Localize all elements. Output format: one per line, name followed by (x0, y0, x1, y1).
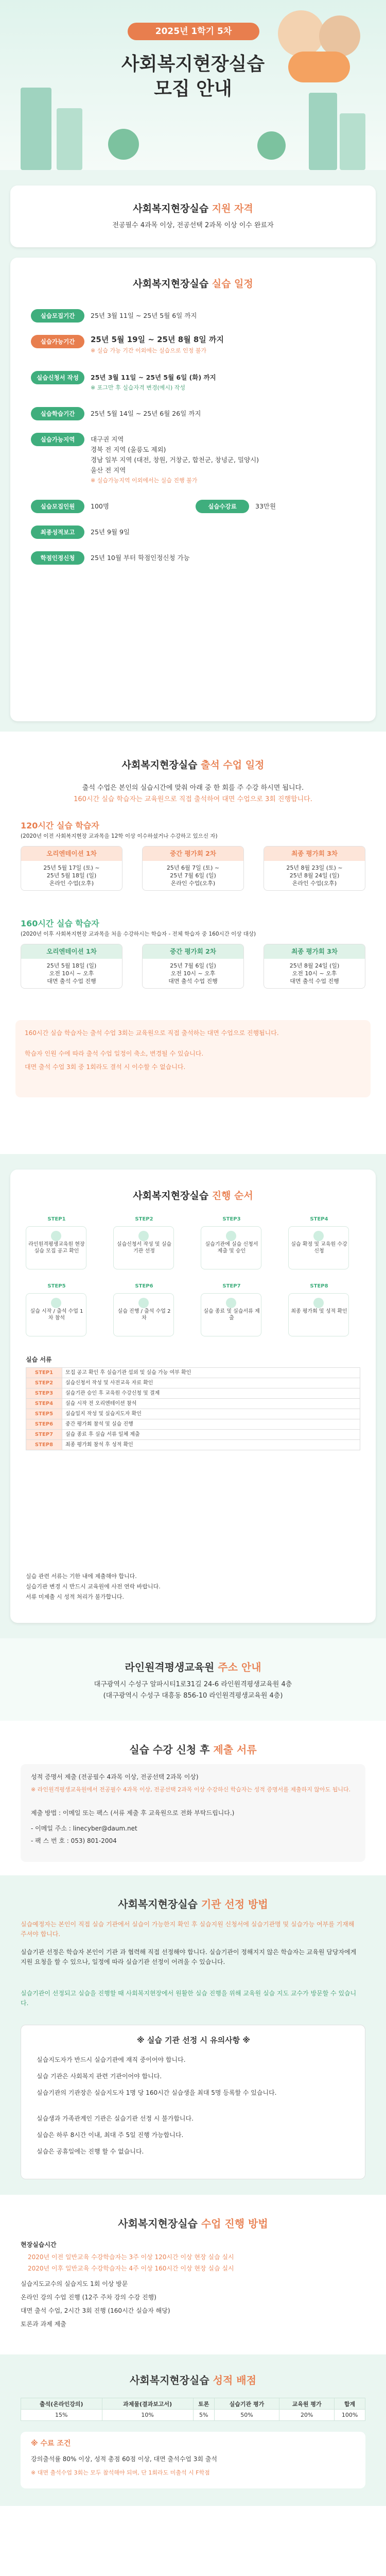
schedule-label: 실습가능지역 (31, 433, 84, 446)
notice-item: 대면 출석 수업 3회 중 1회라도 결석 시 이수할 수 없습니다. (25, 1063, 186, 1071)
hero-banner (0, 0, 386, 170)
progress-item: 2020년 이전 일반교육 수강학습자는 3주 이상 120시간 이상 현장 실습 실시 (28, 2253, 234, 2261)
section-title: 사회복지현장실습 실습 일정 (133, 278, 253, 290)
selection-para: 실습기관 선정은 학습자 본인이 기관 과 협력해 직접 선정해야 합니다. 실습기관이 정해지지 않은 학습자는 교육원 담당자에게 지원 요청을 할 수 있으나, 일정에 따라 실습기관 선정이 어려울 수 있습니다. (21, 1948, 357, 1965)
schedule-label: 학점인정신청 (31, 551, 84, 565)
building-illustration (340, 113, 365, 170)
process-step: STEP4 실습 확정 및 교육원 수강신청 (288, 1226, 349, 1269)
region-item: 울산 전 지역 (91, 466, 126, 474)
box-body: 25년 5월 17일 (토) ~ 25년 5월 18일 (일) 온라인 수업(오후) (43, 865, 100, 887)
notice-box (15, 1020, 371, 1097)
schedule-box (21, 846, 122, 891)
schedule-label: 실습모집인원 (31, 500, 84, 513)
section-title: 라인원격평생교육원 주소 안내 (125, 1661, 261, 1673)
table-row: STEP6 중간 평가회 참석 및 실습 진행 (26, 1419, 360, 1430)
caution-item: 실습 기관은 사회복지 관련 기관이어야 합니다. (37, 2073, 162, 2080)
schedule-note: ※ 포그만 후 실습자격 변경(예시) 작성 (91, 384, 186, 391)
caution-item: 실습지도자가 반드시 실습기관에 재직 중이어야 합니다. (37, 2056, 186, 2063)
progress-item: 현장실습시간 (21, 2241, 57, 2248)
grade-table (21, 2398, 365, 2421)
box-head: 중간 평가회 2차 (143, 944, 243, 959)
progress-section (0, 2195, 386, 2354)
process-note: 서류 미제출 시 성적 처리가 불가합니다. (26, 1594, 124, 1600)
completion-box (21, 2432, 365, 2488)
qualification-card (10, 185, 376, 247)
group-heading: 120시간 실습 학습자 (21, 821, 99, 831)
building-illustration (57, 108, 82, 170)
schedule-box (142, 944, 244, 989)
hero-title: 사회복지현장실습 (121, 54, 265, 75)
progress-item: 토론과 과제 제출 (21, 2320, 66, 2328)
table-row: STEP2 실습신청서 작성 및 사전교육 자료 확인 (26, 1378, 360, 1388)
caution-title: ※ 실습 기관 선정 시 유의사항 ※ (137, 2036, 250, 2045)
docs-section (0, 1721, 386, 1875)
region-item: 경북 전 지역 (울릉도 제외) (91, 446, 166, 453)
schedule-value: 25년 5월 19일 ~ 25년 8월 8일 까지 (91, 335, 224, 344)
address-section (0, 1638, 386, 1721)
schedule-note: ※ 실습가능지역 이외에서는 실습 진행 불가 (91, 477, 198, 484)
box-head: 오리엔테이션 1차 (21, 944, 122, 959)
box-head: 오리엔테이션 1차 (21, 846, 122, 861)
schedule-value: 25년 3월 11일 ~ 25년 5월 6일 (화) 까지 (91, 374, 216, 381)
completion-title: ※ 수료 조건 (31, 2439, 71, 2448)
box-body: 25년 5월 18일 (일) 오전 10시 ~ 오후 대면 출석 수업 진행 (46, 962, 97, 985)
schedule-value: 25년 9월 9일 (91, 528, 130, 536)
docs-box (21, 1764, 365, 1862)
schedule-box (21, 944, 122, 989)
schedule-label: 실습수강료 (196, 500, 249, 513)
schedule-box (142, 846, 244, 891)
caution-box (21, 2025, 365, 2179)
section-title: 사회복지현장실습 성적 배점 (130, 2374, 256, 2386)
tree-illustration (108, 129, 139, 160)
address-line: (대구광역시 수성구 대흥동 856-10 라인원격평생교육원 4층) (103, 1692, 283, 1700)
progress-item: 온라인 강의 수업 진행 (12주 주차 강의 수강 진행) (21, 2294, 156, 2301)
notice-item: 학습자 인원 수에 따라 출석 수업 일정이 축소, 변경될 수 있습니다. (25, 1050, 204, 1057)
docs-item: ※ 라인원격평생교육원에서 전공필수 4과목 이상, 전공선택 2과목 이상 수강하신 학습자는 성적 증명서를 제출하지 않아도 됩니다. (31, 1786, 351, 1793)
box-body: 25년 6월 7일 (토) ~ 25년 7월 6일 (일) 온라인 수업(오후) (166, 865, 220, 887)
process-step: STEP3 실습기관에 실습 신청서 제출 및 승인 (201, 1226, 261, 1269)
qualification-schedule-section (0, 170, 386, 732)
region-item: 경남 일부 지역 (대전, 창원, 거창군, 합천군, 창녕군, 밀양시) (91, 456, 259, 464)
section-title: 사회복지현장실습 출석 수업 일정 (121, 759, 265, 771)
schedule-card (10, 258, 376, 721)
caution-item: 실습은 공휴일에는 진행 할 수 없습니다. (37, 2148, 144, 2155)
completion-item: 강의출석률 80% 이상, 성적 총점 60점 이상, 대면 출석수업 3회 출석 (31, 2455, 217, 2463)
box-body: 25년 8월 24일 (일) 오전 10시 ~ 오후 대면 출석 수업 진행 (289, 962, 340, 985)
progress-item: 대면 출석 수업, 2시간 3회 진행 (160시간 실습자 해당) (21, 2307, 170, 2314)
hero-subtitle: 모집 안내 (154, 78, 232, 99)
schedule-value: 25년 5월 14일 ~ 25년 6월 26일 까지 (91, 410, 201, 417)
group-caption: (2020년 이후 사회복지현장 교과목을 처음 수강하시는 학습자 - 전체 학습자 중 160시간 이상 대상) (21, 931, 256, 937)
section-title: 사회복지현장실습 수업 진행 방법 (118, 2217, 268, 2230)
process-card (10, 1170, 376, 1623)
schedule-value: 100명 (91, 502, 109, 510)
notice-item: 160시간 실습 학습자는 출석 수업 3회는 교육원으로 직접 출석하는 대면 수업으로 진행됩니다. (25, 1029, 279, 1037)
tree-illustration (257, 131, 286, 160)
address-line: 대구광역시 수성구 알파시티1로31길 24-6 라인원격평생교육원 4층 (94, 1681, 292, 1688)
attendance-desc: 160시간 실습 학습자는 교육원으로 직접 출석하여 대면 수업으로 3회 진행합니다. (74, 795, 312, 803)
box-head: 중간 평가회 2차 (143, 846, 243, 861)
table-row: STEP3 실습기관 승인 후 교육원 수강신청 및 결제 (26, 1388, 360, 1399)
grade-section (0, 2354, 386, 2506)
table-row: STEP7 실습 종료 후 실습 서류 일체 제출 (26, 1430, 360, 1440)
process-note: 실습기관 변경 시 반드시 교육원에 사전 연락 바랍니다. (26, 1583, 161, 1590)
schedule-label: 실습가능기간 (31, 335, 84, 348)
caution-item: 실습기관의 기관장은 실습지도자 1명 당 160시간 실습생을 최대 5명 등록할 수 있습니다. (37, 2089, 277, 2096)
group-heading: 160시간 실습 학습자 (21, 919, 99, 928)
process-note: 실습 관련 서류는 기한 내에 제출해야 합니다. (26, 1573, 137, 1580)
table-row: 15% 10% 5% 50% 20% 100% (21, 2410, 365, 2421)
section-title: 사회복지현장실습 지원 자격 (133, 203, 253, 214)
semester-pill: 2025년 1학기 5차 (128, 23, 259, 40)
process-step: STEP5 실습 시작 / 출석 수업 1차 참석 (26, 1293, 86, 1336)
selection-section (0, 1875, 386, 2195)
docs-item: 성적 증명서 제출 (전공필수 4과목 이상, 전공선택 2과목 이상) (31, 1773, 199, 1781)
building-illustration (309, 93, 337, 170)
schedule-note: ※ 실습 가능 기간 이외에는 실습으로 인정 불가 (91, 347, 206, 354)
schedule-value: 25년 10월 부터 학점인정신청 가능 (91, 554, 190, 562)
schedule-value: 25년 3월 11일 ~ 25년 5월 6일 까지 (91, 312, 197, 319)
schedule-value: 대구권 지역 (91, 435, 124, 443)
process-step: STEP2 실습신청서 작성 및 실습기관 선정 (113, 1226, 174, 1269)
caution-item: 실습생과 가족관계인 기관은 실습기관 선정 시 불가합니다. (37, 2115, 194, 2122)
box-body: 25년 7월 6일 (일) 오전 10시 ~ 오후 대면 출석 수업 진행 (168, 962, 218, 985)
docs-item: 제출 방법 : 이메일 또는 팩스 (서류 제출 후 교육원으로 전화 부탁드립니다.) (31, 1809, 235, 1817)
caution-item: 실습은 하루 8시간 이내, 최대 주 5일 진행 가능합니다. (37, 2131, 184, 2139)
schedule-value: 33만원 (255, 502, 276, 510)
table-row: 출석(온라인강의) 과제물(결과보고서) 토론 실습기관 평가 교육원 평가 합계 (21, 2398, 365, 2410)
schedule-label: 실습모집기간 (31, 309, 84, 323)
box-head: 최종 평가회 3차 (264, 846, 365, 861)
schedule-label: 최종성적보고 (31, 526, 84, 539)
process-step: STEP1 라인원격평생교육원 현장실습 모집 공고 확인 (26, 1226, 86, 1269)
completion-item: ※ 대면 출석수업 3회는 모두 참석해야 되며, 단 1회라도 미출석 시 F학점 (31, 2469, 210, 2476)
process-step: STEP7 실습 종료 및 실습서류 제출 (201, 1293, 261, 1336)
qualification-desc: 전공필수 4과목 이상, 전공선택 2과목 이상 이수 완료자 (112, 222, 274, 229)
section-title: 사회복지현장실습 진행 순서 (133, 1190, 253, 1201)
group-caption: (2020년 이전 사회복지현장 교과목을 12학 이상 이수하셨거나 수강하고 있으신 자) (21, 833, 218, 839)
selection-para: 실습기관이 선정되고 실습을 진행할 때 사회복지현장에서 원활한 실습 진행을 위해 교육원 실습 지도 교수가 방문할 수 있습니다. (21, 1990, 357, 2007)
table-row: STEP4 실습 시작 전 오리엔테이션 참석 (26, 1399, 360, 1409)
schedule-label: 실습학습기간 (31, 407, 84, 420)
box-head: 최종 평가회 3차 (264, 944, 365, 959)
progress-item: 2020년 이후 일반교육 수강학습자는 4주 이상 160시간 이상 현장 실습 실시 (28, 2265, 234, 2272)
table-row: STEP5 실습일지 작성 및 실습지도자 확인 (26, 1409, 360, 1419)
schedule-label: 실습신청서 작성 (31, 371, 84, 384)
selection-para: 실습예정자는 본인이 직접 실습 기관에서 실습이 가능한지 확인 후 실습지원 신청서에 실습기관명 및 실습가능 여부를 기재해 주셔야 합니다. (21, 1921, 355, 1938)
process-section (0, 1154, 386, 1638)
section-title: 사회복지현장실습 기관 선정 방법 (118, 1898, 268, 1910)
attendance-section (0, 732, 386, 1154)
table-title: 실습 서류 (26, 1356, 52, 1363)
table-row: STEP1 모집 공고 확인 후 실습기관 섭외 및 실습 가능 여부 확인 (26, 1368, 360, 1378)
schedule-box (264, 944, 365, 989)
process-step: STEP8 최종 평가회 및 성적 확인 (288, 1293, 349, 1336)
section-title: 실습 수강 신청 후 제출 서류 (129, 1743, 257, 1756)
box-body: 25년 8월 23일 (토) ~ 25년 8월 24일 (일) 온라인 수업(오후) (286, 865, 343, 887)
attendance-desc: 출석 수업은 본인의 실습시간에 맞춰 아래 중 한 회를 주 수강 하시면 됩니다. (82, 784, 304, 792)
process-step: STEP6 실습 진행 / 출석 수업 2차 (113, 1293, 174, 1336)
fax-number: - 팩 스 번 호 : 053) 801-2004 (31, 1837, 117, 1844)
process-table (26, 1367, 360, 1450)
progress-item: 실습지도교수의 실습지도 1회 이상 방문 (21, 2280, 128, 2287)
table-row: STEP8 최종 평가회 참석 후 성적 확인 (26, 1440, 360, 1450)
schedule-box (264, 846, 365, 891)
email-address[interactable]: - 이메일 주소 : linecyber@daum.net (31, 1825, 137, 1832)
